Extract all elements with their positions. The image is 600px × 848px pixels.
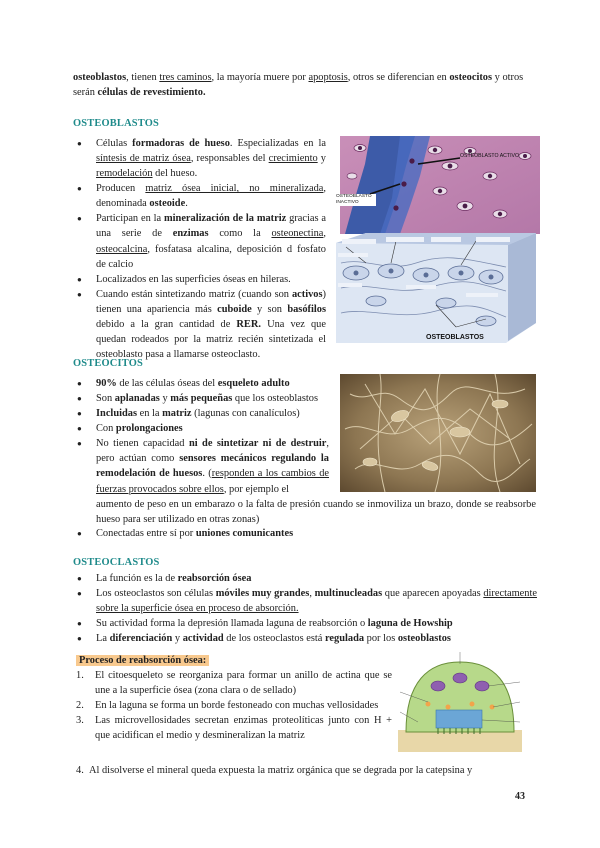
text: laguna de Howship bbox=[367, 618, 453, 630]
text: basófilos bbox=[287, 303, 326, 315]
text: ni de sintetizar ni de destruir bbox=[188, 438, 327, 450]
text: , por ejemplo el bbox=[223, 483, 290, 495]
list-item bbox=[77, 421, 329, 436]
text: Incluidas bbox=[96, 408, 138, 420]
step-text: El citoesqueleto se reorganiza para formar un anillo de actina que se une a la superficie ósea (zona clara o de sellado) bbox=[95, 670, 392, 697]
text: y bbox=[317, 153, 327, 165]
process-step bbox=[76, 668, 392, 698]
text: osteocalcina bbox=[96, 243, 148, 255]
text: activos bbox=[291, 288, 323, 300]
process-step bbox=[76, 763, 536, 778]
process-step bbox=[76, 713, 392, 743]
section-heading-osteocitos: OSTEOCITOS bbox=[73, 358, 143, 369]
text: crecimiento bbox=[268, 153, 318, 165]
intro-paragraph bbox=[73, 70, 533, 100]
intro-term: osteocitos bbox=[449, 72, 493, 83]
intro-text: apoptosis bbox=[308, 72, 348, 83]
text: regulada bbox=[324, 633, 365, 645]
figure-label: OSTEOBLASTO ACTIVO bbox=[460, 153, 519, 159]
text: enzimas bbox=[172, 228, 209, 240]
text: matriz bbox=[162, 408, 192, 420]
step-text: Las microvellosidades secretan enzimas proteolíticas junto con H + que acidifican el medio y desmineralizan la matriz bbox=[95, 715, 392, 742]
text: osteonectina bbox=[271, 228, 324, 240]
text: que los osteoblastos bbox=[232, 393, 319, 405]
list-item bbox=[77, 376, 329, 391]
text: sensores mecánicos regulando la remodelación de huesos bbox=[96, 453, 329, 480]
text: del hueso. bbox=[152, 168, 198, 180]
text: uniones comunicantes bbox=[195, 528, 294, 539]
list-item bbox=[77, 526, 537, 541]
text: 90% bbox=[96, 378, 117, 389]
process-steps bbox=[76, 668, 392, 743]
intro-text: , la mayoría muere por bbox=[211, 72, 309, 83]
text: síntesis de matriz ósea bbox=[96, 153, 191, 165]
figure-label: OSTEOBLASTO INACTIVO bbox=[336, 194, 376, 206]
text: reabsorción ósea bbox=[177, 573, 252, 584]
text: en la bbox=[137, 408, 163, 420]
text: Una vez que quedan rodeados por la matriz recién sintetizada el osteoblasto pasa a llamarse osteoclasto. bbox=[96, 318, 326, 361]
process-heading bbox=[76, 653, 209, 668]
list-item bbox=[77, 406, 329, 421]
text: gracias a una serie de bbox=[96, 213, 326, 240]
text: Su actividad forma la depresión llamada laguna de reabsorción o bbox=[96, 618, 368, 630]
list-item bbox=[77, 391, 329, 406]
intro-term: osteoblastos bbox=[73, 72, 127, 83]
text: Con bbox=[96, 423, 116, 435]
section-heading-osteoblastos: OSTEOBLASTOS bbox=[73, 118, 159, 129]
list-item bbox=[77, 436, 329, 496]
text: . bbox=[185, 198, 188, 210]
text: Participan en la bbox=[96, 213, 164, 225]
text: , fosfatasa alcalina, deposición d fosfato de calcio bbox=[96, 243, 326, 270]
figure-label: OSTEOBLASTOS bbox=[426, 334, 484, 341]
text: mineralización de la matriz bbox=[164, 213, 287, 225]
text: cuboide bbox=[217, 303, 252, 315]
process-heading-text: Proceso de reabsorción ósea: bbox=[76, 655, 209, 666]
text: remodelación bbox=[96, 168, 153, 180]
text: móviles muy grandes bbox=[215, 588, 310, 600]
text: Conectadas entre sí por bbox=[96, 528, 196, 539]
text: matriz ósea inicial, no mineralizada bbox=[145, 183, 324, 195]
intro-text: , tienen bbox=[126, 72, 160, 83]
list-item bbox=[77, 616, 537, 631]
text: de las células óseas del bbox=[116, 378, 218, 389]
text: aplanadas bbox=[114, 393, 160, 405]
intro-text: tres caminos bbox=[159, 72, 212, 83]
step-number: 4. bbox=[76, 765, 84, 776]
text: , responsables del bbox=[190, 153, 269, 165]
list-item bbox=[77, 586, 537, 616]
text: prolongaciones bbox=[115, 423, 183, 435]
step-number: 3. bbox=[76, 715, 84, 727]
text: La función es la de bbox=[96, 573, 178, 584]
osteoclastos-list bbox=[77, 571, 537, 646]
text: Producen bbox=[96, 183, 146, 195]
text: , bbox=[309, 588, 315, 600]
section-heading-osteoclastos: OSTEOCLASTOS bbox=[73, 557, 160, 568]
step-text: Al disolverse el mineral queda expuesta la matriz orgánica que se degrada por la catepsina y bbox=[89, 765, 473, 776]
text: más pequeñas bbox=[170, 393, 233, 405]
text: responden a los cambios de fuerzas provocados sobre ellos bbox=[96, 468, 329, 495]
list-item bbox=[77, 272, 326, 287]
text: actividad bbox=[182, 633, 224, 645]
text: y bbox=[172, 633, 183, 645]
intro-text: y otros serán bbox=[73, 72, 524, 99]
text: ) tienen una apariencia más bbox=[96, 288, 326, 315]
text: La bbox=[96, 633, 110, 645]
text: formadoras de hueso bbox=[132, 138, 230, 149]
text: por los bbox=[364, 633, 398, 645]
osteoclast-diagram bbox=[398, 652, 522, 752]
list-item bbox=[77, 211, 326, 271]
text: y son bbox=[251, 303, 288, 315]
text: debido a la gran cantidad de bbox=[96, 318, 237, 330]
text: osteoblastos bbox=[397, 633, 451, 645]
list-item bbox=[77, 287, 326, 362]
osteocitos-continuation: aumento de peso en un embarazo o la falta de presión cuando se inmoviliza un brazo, donde se reabsorbe hueso para ser utilizado en otras zonas) bbox=[96, 499, 536, 526]
text: , denominada bbox=[96, 183, 326, 210]
text: . Especializadas en la bbox=[229, 138, 326, 149]
intro-term: células de revestimiento. bbox=[97, 87, 206, 99]
text: Son bbox=[96, 393, 115, 405]
step-number: 1. bbox=[76, 670, 84, 681]
text: , bbox=[323, 228, 326, 240]
list-item bbox=[77, 631, 537, 646]
text: diferenciación bbox=[109, 633, 173, 645]
text: que aparecen apoyadas bbox=[382, 588, 484, 600]
osteoblast-diagram bbox=[336, 233, 536, 351]
text: Los osteoclastos son células bbox=[96, 588, 216, 600]
step-text: En la laguna se forma un borde festoneado con muchas vellosidades bbox=[95, 700, 379, 712]
list-item bbox=[77, 181, 326, 211]
text: Cuando están sintetizando matriz (cuando son bbox=[96, 288, 292, 300]
text: como la bbox=[208, 228, 272, 240]
text: de los osteoclastos está bbox=[223, 633, 325, 645]
text: osteoide bbox=[149, 198, 186, 210]
text: y bbox=[159, 393, 171, 405]
text: directamente sobre la superficie ósea en proceso de absorción. bbox=[96, 588, 537, 615]
osteoblastos-list bbox=[77, 136, 326, 362]
osteoblast-micrograph bbox=[336, 136, 540, 234]
text: esqueleto adulto bbox=[217, 378, 290, 389]
text: multinucleadas bbox=[314, 588, 383, 600]
step-number: 2. bbox=[76, 700, 84, 712]
text: , pero actúan como bbox=[96, 438, 329, 465]
text: RER. bbox=[236, 318, 261, 330]
osteocyte-micrograph bbox=[340, 374, 536, 492]
page-number: 43 bbox=[515, 791, 525, 802]
osteocitos-list-cont bbox=[77, 526, 537, 541]
text: (lagunas con canalículos) bbox=[191, 408, 300, 420]
list-item bbox=[77, 136, 326, 181]
text: Células bbox=[96, 138, 133, 149]
text: Localizados en las superficies óseas en hileras. bbox=[96, 273, 291, 285]
intro-text: , otros se diferencian en bbox=[347, 72, 450, 83]
text: . ( bbox=[202, 468, 212, 480]
process-step bbox=[76, 698, 392, 713]
text: No tienen capacidad bbox=[96, 438, 189, 450]
osteocitos-list bbox=[77, 376, 329, 497]
list-item bbox=[77, 571, 537, 586]
